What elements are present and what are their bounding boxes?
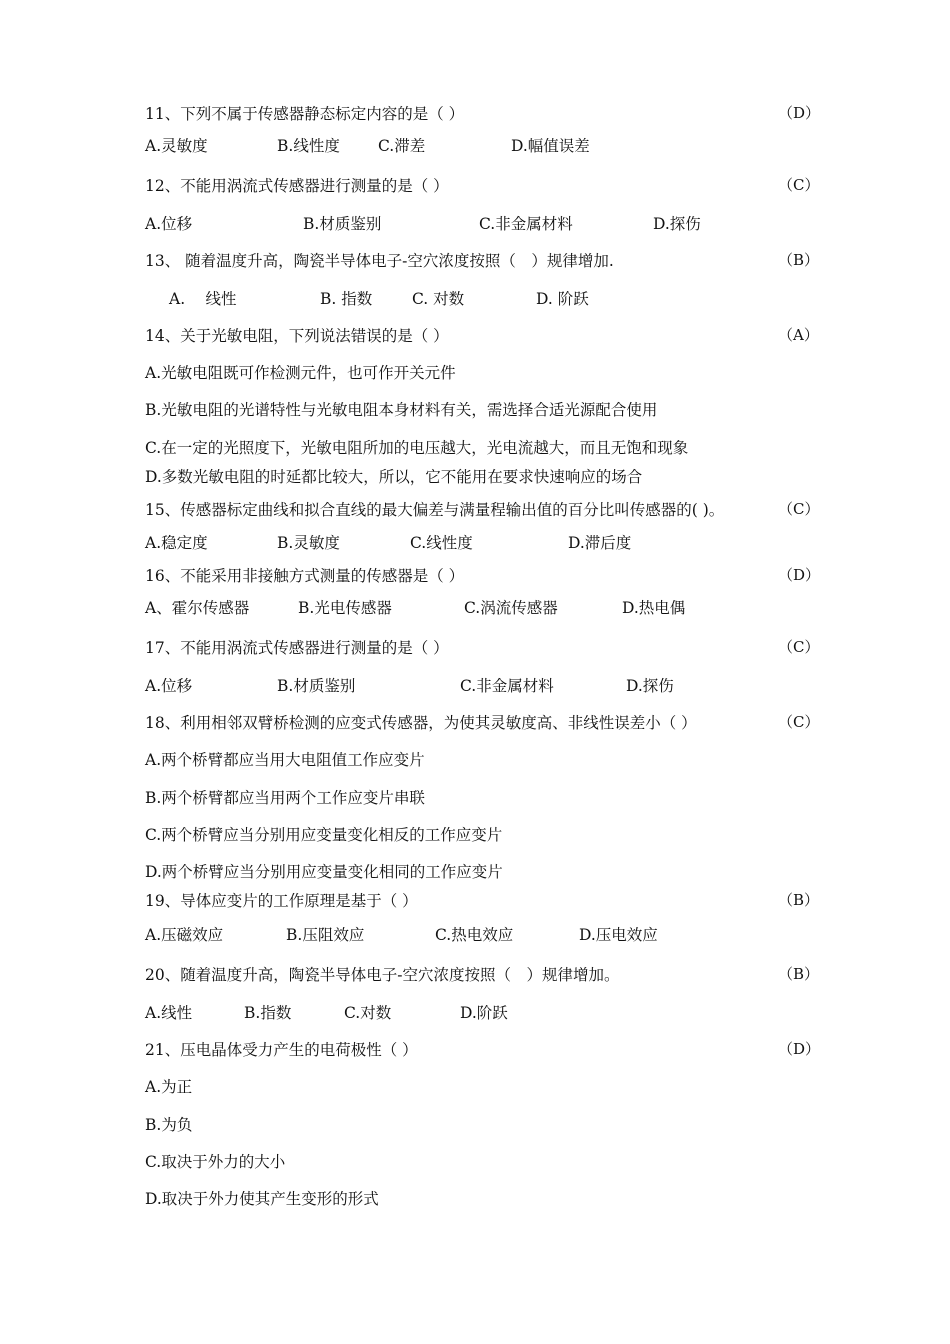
question-14-text: 14、关于光敏电阻，下列说法错误的是（ ） <box>145 327 449 345</box>
question-19-answer: （B） <box>778 891 820 909</box>
question-18-text: 18、利用相邻双臂桥检测的应变式传感器，为使其灵敏度高、非线性误差小（ ） <box>145 714 697 732</box>
question-14-option-c: C.在一定的光照度下，光敏电阻所加的电压越大，光电流越大，而且无饱和现象 <box>145 439 689 457</box>
question-20-option-d: D.阶跃 <box>460 1004 508 1022</box>
question-19-option-b: B.压阻效应 <box>286 926 365 944</box>
question-19-option-a: A.压磁效应 <box>145 926 224 944</box>
question-11-option-d: D.幅值误差 <box>511 137 590 155</box>
question-17-option-a: A.位移 <box>145 677 193 695</box>
question-13-option-c: C. 对数 <box>412 290 465 308</box>
question-17-option-d: D.探伤 <box>626 677 674 695</box>
question-21-text: 21、压电晶体受力产生的电荷极性（ ） <box>145 1041 418 1059</box>
question-20-option-b: B.指数 <box>244 1004 292 1022</box>
question-15-answer: （C） <box>778 500 820 518</box>
question-14-option-b: B.光敏电阻的光谱特性与光敏电阻本身材料有关，需选择合适光源配合使用 <box>145 401 658 419</box>
question-19-text: 19、导体应变片的工作原理是基于（ ） <box>145 892 418 910</box>
question-11-text: 11、下列不属于传感器静态标定内容的是（ ） <box>145 105 465 123</box>
question-16-option-a: A、霍尔传感器 <box>145 599 250 617</box>
question-18-option-b: B.两个桥臂都应当用两个工作应变片串联 <box>145 789 425 807</box>
question-13-option-d: D. 阶跃 <box>536 290 589 308</box>
question-17-option-c: C.非金属材料 <box>460 677 554 695</box>
question-21-option-d: D.取决于外力使其产生变形的形式 <box>145 1190 379 1208</box>
question-21-answer: （D） <box>778 1040 821 1058</box>
question-18-option-a: A.两个桥臂都应当用大电阻值工作应变片 <box>145 751 425 769</box>
question-13-option-a: A. 线性 <box>169 290 237 308</box>
question-17-option-b: B.材质鉴别 <box>277 677 356 695</box>
question-15-option-b: B.灵敏度 <box>277 534 340 552</box>
question-19-option-c: C.热电效应 <box>435 926 514 944</box>
question-21-option-b: B.为负 <box>145 1116 193 1134</box>
question-17-text: 17、不能用涡流式传感器进行测量的是（ ） <box>145 639 449 657</box>
question-16-option-b: B.光电传感器 <box>298 599 392 617</box>
question-16-option-d: D.热电偶 <box>622 599 686 617</box>
question-13-answer: （B） <box>778 251 820 269</box>
question-11-option-b: B.线性度 <box>277 137 340 155</box>
question-14-option-d: D.多数光敏电阻的时延都比较大，所以，它不能用在要求快速响应的场合 <box>145 468 643 486</box>
question-17-answer: （C） <box>778 638 820 656</box>
question-11-option-a: A.灵敏度 <box>145 137 208 155</box>
question-12-option-a: A.位移 <box>145 215 193 233</box>
question-12-answer: （C） <box>778 176 820 194</box>
question-18-option-d: D.两个桥臂应当分别用应变量变化相同的工作应变片 <box>145 863 503 881</box>
question-11-answer: （D） <box>778 104 821 122</box>
question-19-option-d: D.压电效应 <box>579 926 658 944</box>
question-15-text: 15、传感器标定曲线和拟合直线的最大偏差与满量程输出值的百分比叫传感器的( )。 <box>145 501 725 519</box>
question-12-text: 12、不能用涡流式传感器进行测量的是（ ） <box>145 177 449 195</box>
question-20-option-a: A.线性 <box>145 1004 193 1022</box>
question-16-text: 16、不能采用非接触方式测量的传感器是（ ） <box>145 567 465 585</box>
question-21-option-a: A.为正 <box>145 1078 193 1096</box>
question-15-option-d: D.滞后度 <box>568 534 632 552</box>
question-12-option-d: D.探伤 <box>653 215 701 233</box>
question-12-option-c: C.非金属材料 <box>479 215 573 233</box>
question-20-text: 20、随着温度升高，陶瓷半导体电子-空穴浓度按照（ ）规律增加。 <box>145 966 620 984</box>
question-13-option-b: B. 指数 <box>320 290 373 308</box>
question-18-option-c: C.两个桥臂应当分别用应变量变化相反的工作应变片 <box>145 826 503 844</box>
question-14-option-a: A.光敏电阻既可作检测元件，也可作开关元件 <box>145 364 456 382</box>
question-11-option-c: C.滞差 <box>378 137 426 155</box>
question-16-answer: （D） <box>778 566 821 584</box>
question-15-option-c: C.线性度 <box>410 534 473 552</box>
question-13-text: 13、 随着温度升高，陶瓷半导体电子-空穴浓度按照（ ）规律增加. <box>145 252 614 270</box>
question-16-option-c: C.涡流传感器 <box>464 599 558 617</box>
question-20-answer: （B） <box>778 965 820 983</box>
question-12-option-b: B.材质鉴别 <box>303 215 382 233</box>
question-20-option-c: C.对数 <box>344 1004 392 1022</box>
question-18-answer: （C） <box>778 713 820 731</box>
question-21-option-c: C.取决于外力的大小 <box>145 1153 286 1171</box>
question-15-option-a: A.稳定度 <box>145 534 208 552</box>
question-14-answer: （A） <box>778 326 819 344</box>
